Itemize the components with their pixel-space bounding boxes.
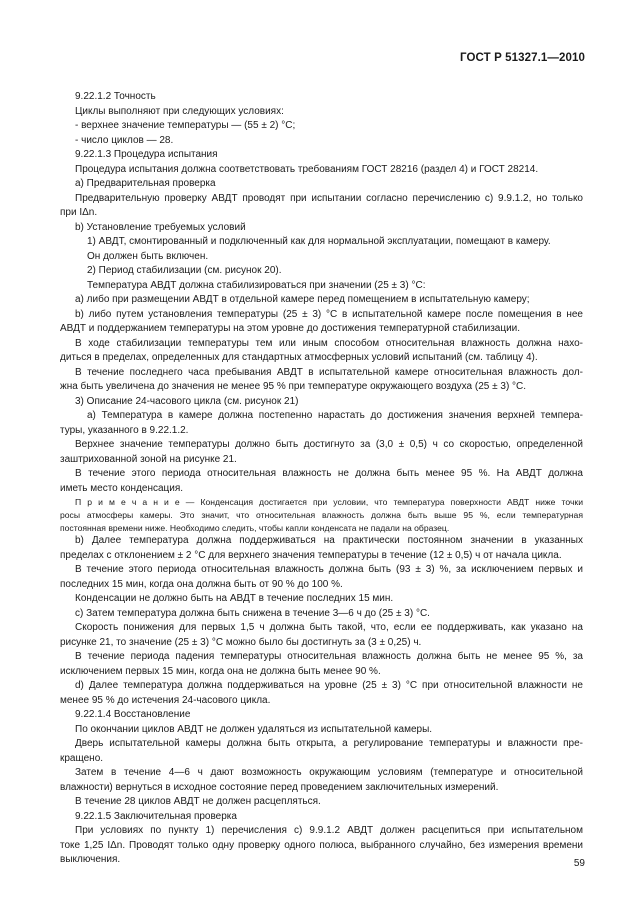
text-line: Конденсации не должно быть на АВДТ в течение последних 15 мин. [75,593,394,605]
text-line: а) Предварительная проверка [75,178,216,189]
text-line: В течение этого периода относительная влажность должна быть (93 ± 3) %, за исключением первых и [75,564,583,576]
text-line: влажности) вернуться в исходное состояние перед проведением заключительных измерений. [60,781,499,793]
text-line: b) Далее температура должна поддерживаться на практически постоянном значении в указанных [75,535,583,547]
text-line: 9.22.1.2 Точность [75,91,156,102]
text-line: b) Установление требуемых условий [75,221,246,233]
text-line: Верхнее значение температуры должно быть достигнуто за (3,0 ± 0,5) ч со скоростью, определенной [75,439,583,450]
text-line: В течение этого периода относительная влажность не должна быть менее 95 %. На АВДТ должна [75,468,583,479]
text-line: при IΔn. [60,207,98,218]
text-line: - верхнее значение температуры — (55 ± 2) °C; [75,120,296,131]
text-line: Скорость понижения для первых 1,5 ч должна быть такой, что, если ее поддерживать, как указано на [75,622,583,634]
text-line: В течение последнего часа пребывания АВДТ в испытательной камере относительная влажность дол- [75,366,583,378]
page-header-standard-number: ГОСТ Р 51327.1—2010 [460,52,585,64]
text-line: 9.22.1.3 Процедура испытания [75,149,218,160]
text-line: Он должен быть включен. [87,250,209,262]
document-body [60,90,583,868]
text-line: пределах с отклонением ± 2 °C для верхнего значения температуры в течение (12 ± 0,5) ч от начала цикла. [60,549,562,561]
text-line: кращено. [60,752,104,764]
text-line: а) либо при размещении АВДТ в отдельной камере перед помещением в испытательную камеру; [75,294,530,305]
text-line: 1) АВДТ, смонтированный и подключенный как для нормальной эксплуатации, помещают в камеру. [87,236,551,247]
text-line: рисунке 21, то значение (25 ± 3) °C можно было бы достигнуть за (3 ± 0,25) ч. [60,636,422,648]
text-line: туры, указанного в 9.22.1.2. [60,424,189,436]
text-line: Предварительную проверку АВДТ проводят при испытании согласно перечислению с) 9.9.1.2, но только [75,192,583,204]
text-line: В течение периода падения температуры относительная влажность должна быть не менее 95 %, за [75,651,583,663]
text-line: При условиях по пункту 1) перечисления с) 9.9.1.2 АВДТ должен расцепиться при испытательном [75,825,583,837]
text-line: 3) Описание 24-часового цикла (см. рисунок 21) [75,395,299,407]
text-line: выключения. [60,854,121,866]
text-line: токе 1,25 IΔn. Проводят только одну проверку одного полюса, выбранного случайно, без измерения времени [60,839,583,851]
text-line: менее 95 % до истечения 24-часового цикла. [60,694,271,706]
text-line: заштрихованной зоной на рисунке 21. [60,453,237,465]
text-line: Температура АВДТ должна стабилизироваться при значении (25 ± 3) °C: [87,279,426,291]
text-line: а) Температура в камере должна постепенно нарастать до достижения значения верхней темпера- [87,410,583,421]
text-line: АВДТ и поддержанием температуры на этом уровне до достижения температурной стабилизации. [60,323,521,334]
text-line: 9.22.1.5 Заключительная проверка [75,810,237,822]
note-line: росы атмосферы камеры. Это значит, что относительная влажность должна быть выше 95 %, если температурная [60,509,583,520]
text-line: - число циклов — 28. [75,134,174,146]
note-block [60,496,583,534]
text-line: b) либо путем установления температуры (25 ± 3) °C в испытательной камере после помещения в нее [75,308,583,320]
text-line: иметь место конденсация. [60,482,184,494]
text-line: В ходе стабилизации температуры тем или иным способом относительная влажность должна нахо- [75,337,583,349]
text-line: d) Далее температура должна поддерживаться на уровне (25 ± 3) °C при относительной влажности не [75,680,583,692]
text-line: 9.22.1.4 Восстановление [75,709,191,721]
text-line: жна быть увеличена до значения не менее 95 % при температуре окружающего воздуха (25 ± 3) °C. [60,381,527,392]
text-line: последних 15 мин, когда она должна быть от 90 % до 100 %. [60,578,343,590]
text-line: По окончании циклов АВДТ не должен удаляться из испытательной камеры. [75,723,433,735]
page-number: 59 [573,858,585,869]
text-line: исключением первых 15 мин, когда она не должна быть менее 90 %. [60,665,381,677]
text-line: Процедура испытания должна соответствовать требованиям ГОСТ 28216 (раздел 4) и ГОСТ 28214. [75,163,539,175]
note-line: постоянная времени ниже. Необходимо следить, чтобы капли конденсата не падали на образец. [60,522,450,533]
note-line: П р и м е ч а н и е — Конденсация достигается при условии, что температура поверхности АВДТ ниже точки [75,497,583,507]
text-line: Циклы выполняют при следующих условиях: [75,105,284,117]
text-line: Затем в течение 4—6 ч дают возможность окружающим условиям (температуре и относительной [75,767,583,779]
text-line: Дверь испытательной камеры должна быть открыта, а регулирование температуры и влажности пре- [75,738,583,750]
text-line: диться в пределах, определенных для стандартных атмосферных условий испытаний (см. таблицу 4). [60,352,538,363]
text-line: с) Затем температура должна быть снижена в течение 3—6 ч до (25 ± 3) °C. [75,607,430,619]
text-line: В течение 28 циклов АВДТ не должен расцепляться. [75,796,321,808]
text-line: 2) Период стабилизации (см. рисунок 20). [87,265,282,276]
